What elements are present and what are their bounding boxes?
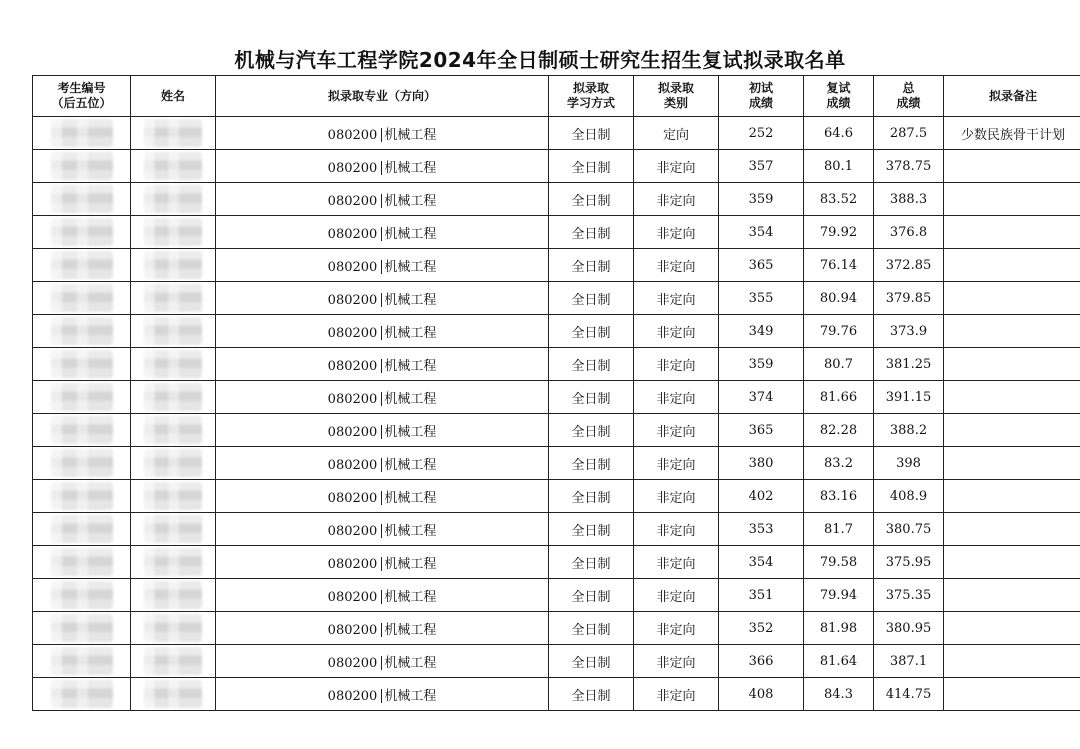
total-score-cell: 379.85 bbox=[874, 282, 944, 315]
category-cell: 非定向 bbox=[634, 183, 719, 216]
name-cell bbox=[131, 414, 216, 447]
category-cell: 非定向 bbox=[634, 480, 719, 513]
table-row bbox=[33, 282, 1080, 315]
redacted-name bbox=[144, 119, 202, 147]
major-separator bbox=[381, 623, 382, 637]
initial-score-cell: 380 bbox=[719, 447, 804, 480]
major-code: 080200 bbox=[327, 688, 378, 704]
major-name: 机械工程 bbox=[384, 358, 437, 374]
redacted-name bbox=[144, 416, 202, 444]
major-cell bbox=[216, 546, 549, 579]
name-cell bbox=[131, 513, 216, 546]
category-cell: 非定向 bbox=[634, 315, 719, 348]
name-cell bbox=[131, 645, 216, 678]
redacted-exam-id bbox=[51, 119, 113, 147]
name-cell bbox=[131, 315, 216, 348]
study-mode-cell: 全日制 bbox=[549, 579, 634, 612]
table-row bbox=[33, 348, 1080, 381]
major-code: 080200 bbox=[327, 160, 378, 176]
major-code: 080200 bbox=[327, 523, 378, 539]
table-row bbox=[33, 645, 1080, 678]
major-cell bbox=[216, 645, 549, 678]
retest-score-cell: 80.94 bbox=[804, 282, 874, 315]
retest-score-cell: 82.28 bbox=[804, 414, 874, 447]
major-name: 机械工程 bbox=[384, 226, 437, 242]
major-cell bbox=[216, 282, 549, 315]
exam-id-cell bbox=[33, 348, 131, 381]
remark-cell bbox=[944, 645, 1080, 678]
table-row bbox=[33, 249, 1080, 282]
initial-score-cell: 402 bbox=[719, 480, 804, 513]
retest-score-cell: 80.1 bbox=[804, 150, 874, 183]
name-cell bbox=[131, 678, 216, 711]
table-row bbox=[33, 381, 1080, 414]
study-mode-cell: 全日制 bbox=[549, 414, 634, 447]
category-cell: 非定向 bbox=[634, 546, 719, 579]
initial-score-cell: 355 bbox=[719, 282, 804, 315]
redacted-exam-id bbox=[51, 416, 113, 444]
category-cell: 非定向 bbox=[634, 579, 719, 612]
redacted-name bbox=[144, 647, 202, 675]
table-row bbox=[33, 678, 1080, 711]
total-score-cell: 372.85 bbox=[874, 249, 944, 282]
name-cell bbox=[131, 282, 216, 315]
table-row bbox=[33, 480, 1080, 513]
major-code: 080200 bbox=[327, 424, 378, 440]
category-cell: 非定向 bbox=[634, 414, 719, 447]
table-body bbox=[33, 117, 1080, 711]
redacted-name bbox=[144, 581, 202, 609]
retest-score-cell: 79.58 bbox=[804, 546, 874, 579]
name-cell bbox=[131, 480, 216, 513]
table-header bbox=[33, 76, 1080, 117]
name-cell bbox=[131, 117, 216, 150]
total-score-cell: 381.25 bbox=[874, 348, 944, 381]
category-cell: 定向 bbox=[634, 117, 719, 150]
initial-score-cell: 352 bbox=[719, 612, 804, 645]
redacted-name bbox=[144, 548, 202, 576]
exam-id-cell bbox=[33, 381, 131, 414]
redacted-name bbox=[144, 515, 202, 543]
major-separator bbox=[381, 194, 382, 208]
redacted-exam-id bbox=[51, 515, 113, 543]
major-separator bbox=[381, 491, 382, 505]
major-cell bbox=[216, 414, 549, 447]
remark-cell bbox=[944, 513, 1080, 546]
total-score-cell: 375.35 bbox=[874, 579, 944, 612]
table-row bbox=[33, 612, 1080, 645]
total-score-cell: 387.1 bbox=[874, 645, 944, 678]
major-name: 机械工程 bbox=[384, 457, 437, 473]
remark-cell bbox=[944, 381, 1080, 414]
study-mode-cell: 全日制 bbox=[549, 678, 634, 711]
name-cell bbox=[131, 216, 216, 249]
table-row bbox=[33, 447, 1080, 480]
remark-cell bbox=[944, 447, 1080, 480]
retest-score-cell: 81.66 bbox=[804, 381, 874, 414]
major-separator bbox=[381, 557, 382, 571]
retest-score-cell: 81.98 bbox=[804, 612, 874, 645]
name-cell bbox=[131, 447, 216, 480]
major-cell bbox=[216, 513, 549, 546]
major-code: 080200 bbox=[327, 127, 378, 143]
table-row bbox=[33, 315, 1080, 348]
header-total-score: 总 成绩 bbox=[874, 76, 944, 117]
header-remark: 拟录备注 bbox=[944, 76, 1080, 117]
initial-score-cell: 366 bbox=[719, 645, 804, 678]
exam-id-cell bbox=[33, 117, 131, 150]
name-cell bbox=[131, 348, 216, 381]
redacted-name bbox=[144, 218, 202, 246]
major-name: 机械工程 bbox=[384, 688, 437, 704]
redacted-name bbox=[144, 185, 202, 213]
redacted-exam-id bbox=[51, 614, 113, 642]
major-code: 080200 bbox=[327, 259, 378, 275]
admission-table bbox=[32, 75, 1080, 711]
table-row bbox=[33, 117, 1080, 150]
category-cell: 非定向 bbox=[634, 513, 719, 546]
remark-cell bbox=[944, 414, 1080, 447]
remark-cell bbox=[944, 612, 1080, 645]
exam-id-cell bbox=[33, 546, 131, 579]
header-initial-score: 初试 成绩 bbox=[719, 76, 804, 117]
initial-score-cell: 359 bbox=[719, 183, 804, 216]
remark-cell bbox=[944, 546, 1080, 579]
total-score-cell: 388.2 bbox=[874, 414, 944, 447]
redacted-name bbox=[144, 317, 202, 345]
major-separator bbox=[381, 656, 382, 670]
name-cell bbox=[131, 579, 216, 612]
table-row bbox=[33, 513, 1080, 546]
initial-score-cell: 351 bbox=[719, 579, 804, 612]
exam-id-cell bbox=[33, 183, 131, 216]
initial-score-cell: 359 bbox=[719, 348, 804, 381]
total-score-cell: 391.15 bbox=[874, 381, 944, 414]
major-name: 机械工程 bbox=[384, 193, 437, 209]
redacted-exam-id bbox=[51, 647, 113, 675]
major-cell bbox=[216, 348, 549, 381]
name-cell bbox=[131, 546, 216, 579]
remark-cell bbox=[944, 183, 1080, 216]
redacted-name bbox=[144, 449, 202, 477]
redacted-name bbox=[144, 482, 202, 510]
category-cell: 非定向 bbox=[634, 381, 719, 414]
category-cell: 非定向 bbox=[634, 249, 719, 282]
major-name: 机械工程 bbox=[384, 556, 437, 572]
redacted-exam-id bbox=[51, 284, 113, 312]
total-score-cell: 408.9 bbox=[874, 480, 944, 513]
redacted-exam-id bbox=[51, 383, 113, 411]
header-category: 拟录取 类别 bbox=[634, 76, 719, 117]
remark-cell bbox=[944, 579, 1080, 612]
initial-score-cell: 353 bbox=[719, 513, 804, 546]
study-mode-cell: 全日制 bbox=[549, 348, 634, 381]
retest-score-cell: 80.7 bbox=[804, 348, 874, 381]
initial-score-cell: 365 bbox=[719, 414, 804, 447]
category-cell: 非定向 bbox=[634, 612, 719, 645]
retest-score-cell: 76.14 bbox=[804, 249, 874, 282]
major-separator bbox=[381, 689, 382, 703]
major-name: 机械工程 bbox=[384, 160, 437, 176]
initial-score-cell: 374 bbox=[719, 381, 804, 414]
category-cell: 非定向 bbox=[634, 282, 719, 315]
initial-score-cell: 408 bbox=[719, 678, 804, 711]
study-mode-cell: 全日制 bbox=[549, 546, 634, 579]
redacted-exam-id bbox=[51, 680, 113, 708]
major-cell bbox=[216, 183, 549, 216]
initial-score-cell: 252 bbox=[719, 117, 804, 150]
retest-score-cell: 83.52 bbox=[804, 183, 874, 216]
retest-score-cell: 79.76 bbox=[804, 315, 874, 348]
table-row bbox=[33, 183, 1080, 216]
major-code: 080200 bbox=[327, 193, 378, 209]
exam-id-cell bbox=[33, 150, 131, 183]
category-cell: 非定向 bbox=[634, 348, 719, 381]
table-row bbox=[33, 216, 1080, 249]
major-code: 080200 bbox=[327, 490, 378, 506]
retest-score-cell: 83.2 bbox=[804, 447, 874, 480]
exam-id-cell bbox=[33, 315, 131, 348]
exam-id-cell bbox=[33, 645, 131, 678]
remark-cell bbox=[944, 480, 1080, 513]
exam-id-cell bbox=[33, 249, 131, 282]
exam-id-cell bbox=[33, 513, 131, 546]
retest-score-cell: 79.94 bbox=[804, 579, 874, 612]
major-separator bbox=[381, 293, 382, 307]
exam-id-cell bbox=[33, 282, 131, 315]
major-cell bbox=[216, 249, 549, 282]
major-cell bbox=[216, 579, 549, 612]
total-score-cell: 375.95 bbox=[874, 546, 944, 579]
total-score-cell: 398 bbox=[874, 447, 944, 480]
total-score-cell: 373.9 bbox=[874, 315, 944, 348]
major-name: 机械工程 bbox=[384, 259, 437, 275]
redacted-exam-id bbox=[51, 548, 113, 576]
major-separator bbox=[381, 590, 382, 604]
name-cell bbox=[131, 183, 216, 216]
redacted-name bbox=[144, 614, 202, 642]
study-mode-cell: 全日制 bbox=[549, 480, 634, 513]
redacted-exam-id bbox=[51, 449, 113, 477]
study-mode-cell: 全日制 bbox=[549, 183, 634, 216]
remark-cell: 少数民族骨干计划 bbox=[944, 117, 1080, 150]
total-score-cell: 378.75 bbox=[874, 150, 944, 183]
remark-cell bbox=[944, 216, 1080, 249]
study-mode-cell: 全日制 bbox=[549, 381, 634, 414]
major-cell bbox=[216, 381, 549, 414]
total-score-cell: 380.95 bbox=[874, 612, 944, 645]
remark-cell bbox=[944, 678, 1080, 711]
redacted-name bbox=[144, 350, 202, 378]
redacted-exam-id bbox=[51, 317, 113, 345]
major-code: 080200 bbox=[327, 556, 378, 572]
study-mode-cell: 全日制 bbox=[549, 249, 634, 282]
header-major: 拟录取专业（方向） bbox=[216, 76, 549, 117]
major-name: 机械工程 bbox=[384, 127, 437, 143]
redacted-name bbox=[144, 152, 202, 180]
redacted-name bbox=[144, 383, 202, 411]
study-mode-cell: 全日制 bbox=[549, 150, 634, 183]
major-code: 080200 bbox=[327, 622, 378, 638]
study-mode-cell: 全日制 bbox=[549, 216, 634, 249]
name-cell bbox=[131, 381, 216, 414]
major-name: 机械工程 bbox=[384, 589, 437, 605]
major-code: 080200 bbox=[327, 226, 378, 242]
major-name: 机械工程 bbox=[384, 424, 437, 440]
major-code: 080200 bbox=[327, 292, 378, 308]
study-mode-cell: 全日制 bbox=[549, 117, 634, 150]
table-row bbox=[33, 414, 1080, 447]
name-cell bbox=[131, 249, 216, 282]
study-mode-cell: 全日制 bbox=[549, 612, 634, 645]
major-code: 080200 bbox=[327, 325, 378, 341]
initial-score-cell: 357 bbox=[719, 150, 804, 183]
major-name: 机械工程 bbox=[384, 655, 437, 671]
major-separator bbox=[381, 260, 382, 274]
major-code: 080200 bbox=[327, 358, 378, 374]
category-cell: 非定向 bbox=[634, 678, 719, 711]
retest-score-cell: 84.3 bbox=[804, 678, 874, 711]
exam-id-cell bbox=[33, 480, 131, 513]
major-cell bbox=[216, 447, 549, 480]
header-exam-id: 考生编号 （后五位） bbox=[33, 76, 131, 117]
redacted-name bbox=[144, 284, 202, 312]
retest-score-cell: 64.6 bbox=[804, 117, 874, 150]
major-separator bbox=[381, 359, 382, 373]
exam-id-cell bbox=[33, 216, 131, 249]
major-name: 机械工程 bbox=[384, 523, 437, 539]
remark-cell bbox=[944, 150, 1080, 183]
remark-cell bbox=[944, 348, 1080, 381]
major-name: 机械工程 bbox=[384, 325, 437, 341]
initial-score-cell: 365 bbox=[719, 249, 804, 282]
document-title: 机械与汽车工程学院2024年全日制硕士研究生招生复试拟录取名单 bbox=[234, 48, 846, 72]
major-code: 080200 bbox=[327, 391, 378, 407]
table-row bbox=[33, 546, 1080, 579]
remark-cell bbox=[944, 315, 1080, 348]
study-mode-cell: 全日制 bbox=[549, 447, 634, 480]
initial-score-cell: 354 bbox=[719, 216, 804, 249]
category-cell: 非定向 bbox=[634, 447, 719, 480]
redacted-exam-id bbox=[51, 482, 113, 510]
major-separator bbox=[381, 425, 382, 439]
total-score-cell: 414.75 bbox=[874, 678, 944, 711]
major-cell bbox=[216, 315, 549, 348]
study-mode-cell: 全日制 bbox=[549, 315, 634, 348]
exam-id-cell bbox=[33, 678, 131, 711]
major-separator bbox=[381, 128, 382, 142]
redacted-exam-id bbox=[51, 581, 113, 609]
category-cell: 非定向 bbox=[634, 150, 719, 183]
major-name: 机械工程 bbox=[384, 622, 437, 638]
retest-score-cell: 81.7 bbox=[804, 513, 874, 546]
initial-score-cell: 349 bbox=[719, 315, 804, 348]
major-name: 机械工程 bbox=[384, 490, 437, 506]
category-cell: 非定向 bbox=[634, 645, 719, 678]
redacted-exam-id bbox=[51, 218, 113, 246]
header-name: 姓名 bbox=[131, 76, 216, 117]
major-separator bbox=[381, 161, 382, 175]
remark-cell bbox=[944, 249, 1080, 282]
redacted-exam-id bbox=[51, 185, 113, 213]
major-separator bbox=[381, 227, 382, 241]
redacted-exam-id bbox=[51, 152, 113, 180]
name-cell bbox=[131, 612, 216, 645]
major-code: 080200 bbox=[327, 589, 378, 605]
total-score-cell: 287.5 bbox=[874, 117, 944, 150]
header-retest-score: 复试 成绩 bbox=[804, 76, 874, 117]
remark-cell bbox=[944, 282, 1080, 315]
study-mode-cell: 全日制 bbox=[549, 513, 634, 546]
name-cell bbox=[131, 150, 216, 183]
major-cell bbox=[216, 612, 549, 645]
major-separator bbox=[381, 326, 382, 340]
major-code: 080200 bbox=[327, 655, 378, 671]
retest-score-cell: 83.16 bbox=[804, 480, 874, 513]
retest-score-cell: 81.64 bbox=[804, 645, 874, 678]
study-mode-cell: 全日制 bbox=[549, 645, 634, 678]
major-cell bbox=[216, 678, 549, 711]
major-name: 机械工程 bbox=[384, 292, 437, 308]
major-cell bbox=[216, 150, 549, 183]
major-separator bbox=[381, 392, 382, 406]
total-score-cell: 380.75 bbox=[874, 513, 944, 546]
redacted-exam-id bbox=[51, 350, 113, 378]
redacted-exam-id bbox=[51, 251, 113, 279]
table-row bbox=[33, 150, 1080, 183]
major-cell bbox=[216, 117, 549, 150]
major-cell bbox=[216, 480, 549, 513]
initial-score-cell: 354 bbox=[719, 546, 804, 579]
redacted-name bbox=[144, 251, 202, 279]
study-mode-cell: 全日制 bbox=[549, 282, 634, 315]
exam-id-cell bbox=[33, 579, 131, 612]
total-score-cell: 376.8 bbox=[874, 216, 944, 249]
exam-id-cell bbox=[33, 414, 131, 447]
table-row bbox=[33, 579, 1080, 612]
category-cell: 非定向 bbox=[634, 216, 719, 249]
exam-id-cell bbox=[33, 447, 131, 480]
major-separator bbox=[381, 458, 382, 472]
major-code: 080200 bbox=[327, 457, 378, 473]
major-separator bbox=[381, 524, 382, 538]
exam-id-cell bbox=[33, 612, 131, 645]
major-cell bbox=[216, 216, 549, 249]
retest-score-cell: 79.92 bbox=[804, 216, 874, 249]
major-name: 机械工程 bbox=[384, 391, 437, 407]
total-score-cell: 388.3 bbox=[874, 183, 944, 216]
redacted-name bbox=[144, 680, 202, 708]
header-study-mode: 拟录取 学习方式 bbox=[549, 76, 634, 117]
